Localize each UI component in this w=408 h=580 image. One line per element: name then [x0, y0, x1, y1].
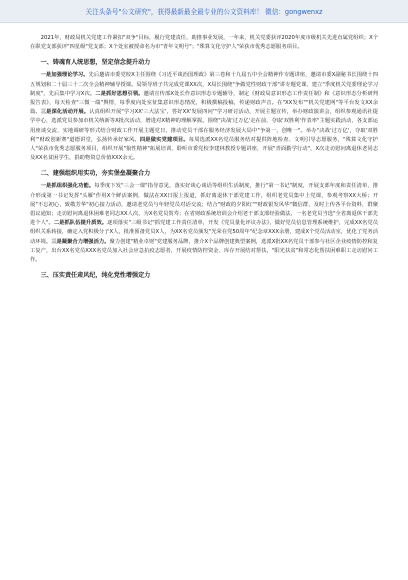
point-text: 认真组织开展"学习XX'三大法宝'，答好XX'发展四问'"学习研讨活动，开展主题宣传，举办财政演讲会，组织参观通讯社提学中心，选派党员参加市机关纳新等X批次活动，增进对X精神的理解掌握。围绕"决战'过万亿'走在前，夺取'双胜利'作表率"主题实践活动，各支部运用座谈交流、实地调研等形式结合财政工作开展主题党日，推动党员干部在服务经济发展大局中"争第一，创唯一"。举办"决战'过万亿'，夺取'双胜利'"财政创新赛"道德讲堂，弘扬传承好家风。: [30, 109, 378, 143]
point-text: 邀请宣传部X处长作意识形态专题辅导，制定《财政局意识形态工作责任制》和《意识形态分析研判报告表》，每天检查"三微一端"舆情，每季度向处室征集意识形态情况，积极撰稿投稿，传递财政声音。在"XX发布""机关党建网"等平台发文XX余篇。: [30, 90, 378, 116]
point-text: 先后邀请市委党校X主任围绕《习近平谈治国理政》第三卷和十九届五中全会精神作专题讲座，邀请市委X副秘书长围绕十四五规划和二十届三十二次全会精神辅导授课。局领导班子共完成党课XX次，X局长围绕"争做党性财政干部"讲专题党课，建立"季度机关党委理论学习制度"，先后集中学习X次。: [30, 72, 378, 97]
section-1-paragraph-1: [30, 71, 378, 163]
intro-paragraph: 2021年，财政局机关党建工作紧扣"双争"目标，履行党建责任，助推事业发展，一年来，机关党委获评2020年度市级机关先进直属党组织；X个在职党支部获评"四星级"党支部；X个处室被授命名为市"青年文明号"；"殊算文化守护人"荣获市优秀志愿服务项目。: [30, 35, 378, 51]
point-title: 一是抓组织强化功能。: [40, 183, 95, 190]
point-text: 逐项落实"三级书记"抓党建工作责任清单，开发《党员量化评议办法》，做好党员信息管理系统维护，完成XX名党员组织关系转接，确定入党积极分子X人，批准预备党员X人，为XX名党员颁发"光荣在党50周年"纪念章XXX余册，建成X个党员活动室，优化了党务活动环境。: [30, 220, 378, 245]
section-heading-1: 一、铸魂育人统思想，坚定信念提升动力: [40, 59, 151, 67]
section-heading-3: 三、压实责任肃风纪，纯化党性增强定力: [40, 272, 151, 280]
point-text: 每季度下发"三会一课"指导意见，落实好谈心谈话等组织生活制度，推行"第一书记"制度，开展支部年度和责任清单，推介形成第一书记发挥"头雁"作用X个鲜活案例，做法在XX日报上报道，抓好离退休干部党建工作，组织老党员集中上党课，参观考察XX大桥；开展"不忘初心，致敬芳华"初心接力活动，邀请老党员与年轻党员对话交流；结合"财政的夕阳红""财政银发风华"微信群，及时上传各平台资料，群聚倡议通知；走访慰问离退休困难老同志XX人次，为X名党员贺寿；在省财政系统培训会介绍老干部支部经验做法，一名老党员当选"全省离退休干部先进个人"。: [30, 183, 378, 227]
source-banner: [0, 0, 408, 23]
point-text: 每周选派XX名党员服务结对提供阵地检查、文明引导志愿服务，"殊算文化守护人"荣获市优秀志愿服务项目，组织开展"狼性精神"拓展培训，聆听市委党校李建林教授专题讲座，开展"青面勤学行动"，X次走访慰问离退休老同志及XX名贫困学生，捐助物资总价值XXX余元。: [30, 136, 378, 162]
section-heading-2: 二、建强组织用实功，夯实堡垒凝聚合力: [40, 170, 151, 178]
section-2-paragraph-1: [30, 182, 378, 265]
point-text: 聚力创建"精业卓财"党建服务品牌，推介X个品牌创建典型案例，选派X批XX名党员干部参与社区企业疫情防控和复工复产，出台XX名党员XXX名党员加入社会应急抗疫志愿者，开展疫情防控资金、库存开展结对帮扶，"阳光扶贫"和常态化帮扶困难职工走访慰问工作。: [30, 238, 378, 264]
point-title: 二是抓队伍提升质效。: [53, 220, 108, 227]
point-title: 二是抓好思想引领。: [95, 90, 144, 97]
banner-text: 关注头条号"公文研究"，获得最新最全最专业的公文资料库！ 微信：gongwenxz: [85, 8, 323, 16]
document-body: [30, 34, 378, 574]
point-title: 一是加强理论学习。: [40, 72, 89, 79]
point-title: 四是做实党建项目。: [139, 136, 189, 143]
point-title: 三是深化活动开展。: [40, 109, 90, 116]
point-title: 三是凝聚合力增强活力。: [51, 238, 110, 245]
